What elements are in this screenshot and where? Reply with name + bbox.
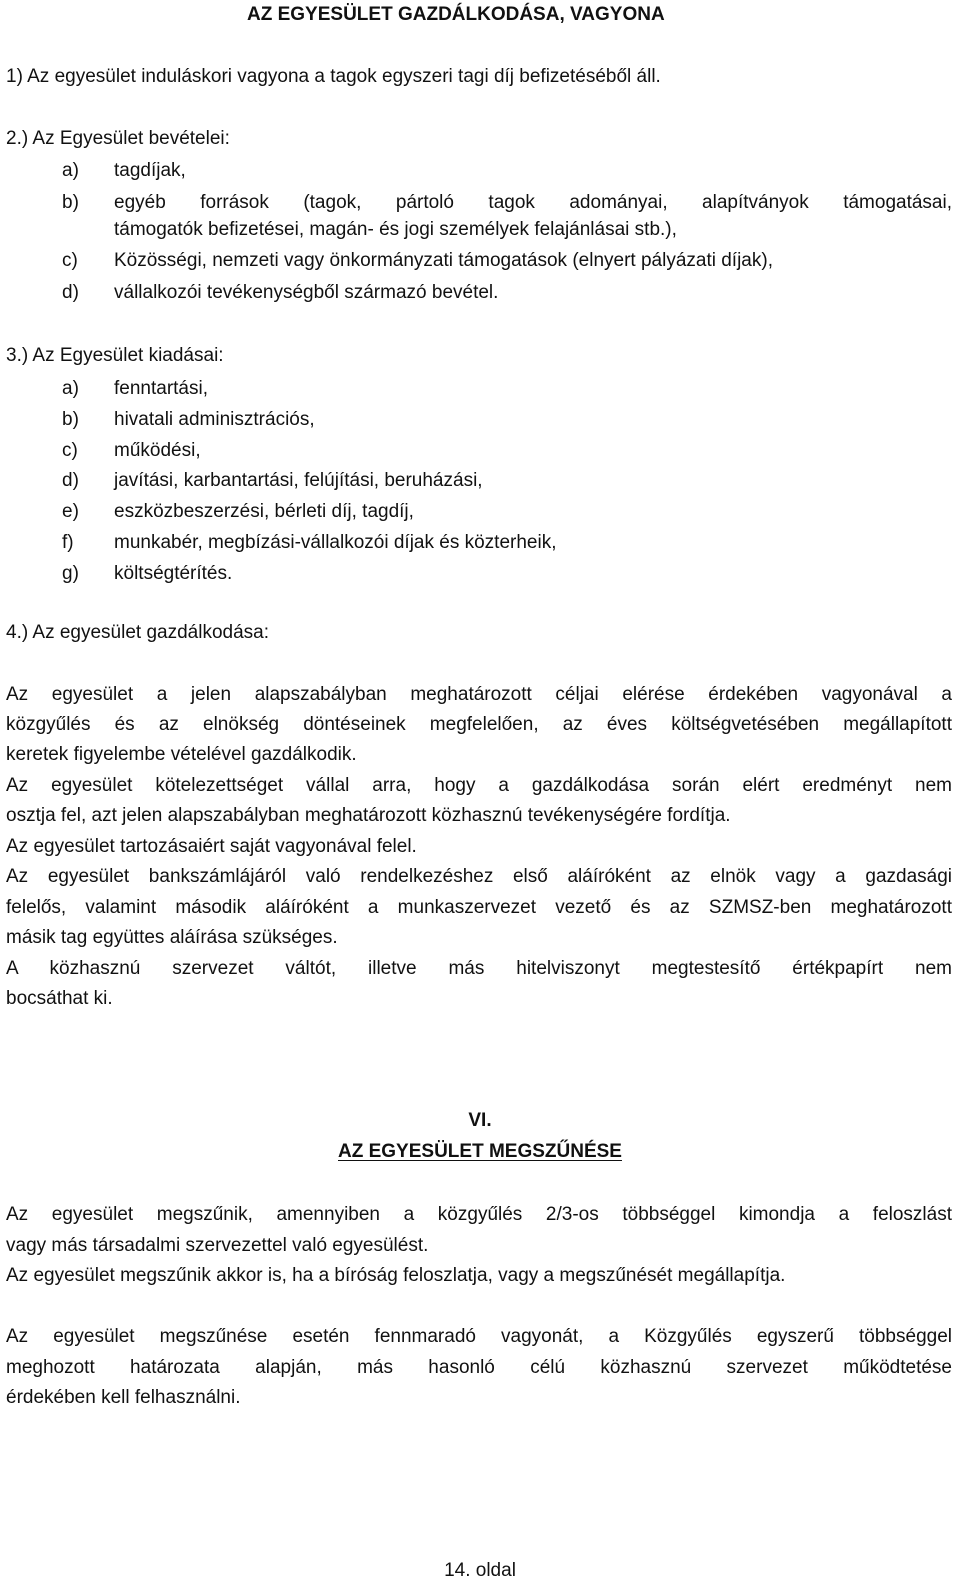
s2-item-c-label: c) — [62, 250, 78, 271]
chapter-line-2: vagy más társadalmi szervezettel való egyesülést. — [6, 1235, 429, 1256]
s3-item-a-label: a) — [62, 378, 79, 399]
s4-line-10: A közhasznú szervezet váltót, illetve más hitelviszonyt megtestesítő értékpapírt nem — [6, 958, 952, 979]
paragraph-1: 1) Az egyesület induláskori vagyona a tagok egyszeri tagi díj befizetéséből áll. — [6, 66, 661, 87]
chapter-line-6: érdekében kell felhasználni. — [6, 1387, 241, 1408]
s2-item-a-label: a) — [62, 160, 79, 181]
s3-item-d-text: javítási, karbantartási, felújítási, beruházási, — [114, 470, 483, 491]
s3-item-d-label: d) — [62, 470, 79, 491]
s3-item-e-label: e) — [62, 501, 79, 522]
chapter-title-text: AZ EGYESÜLET MEGSZŰNÉSE — [338, 1141, 622, 1162]
s3-item-b-label: b) — [62, 409, 79, 430]
chapter-line-3: Az egyesület megszűnik akkor is, ha a bíróság feloszlatja, vagy a megszűnését megállapítja. — [6, 1265, 786, 1286]
s2-item-d-label: d) — [62, 282, 79, 303]
s4-line-8: felelős, valamint második aláíróként a munkaszervezet vezető és az SZMSZ-ben meghatározott — [6, 897, 952, 918]
s3-item-c-label: c) — [62, 440, 78, 461]
s3-item-b-text: hivatali adminisztrációs, — [114, 409, 315, 430]
s2-item-a-text: tagdíjak, — [114, 160, 186, 181]
s3-item-c-text: működési, — [114, 440, 201, 461]
s4-line-1: Az egyesület a jelen alapszabályban meghatározott céljai elérése érdekében vagyonával a — [6, 684, 952, 705]
s3-item-a-text: fenntartási, — [114, 378, 208, 399]
s4-line-9: másik tag együttes aláírása szükséges. — [6, 927, 338, 948]
s2-item-b-text-1: egyéb források (tagok, pártoló tagok adományai, alapítványok támogatásai, — [114, 192, 952, 213]
s4-line-7: Az egyesület bankszámlájáról való rendelkezéshez első aláíróként az elnök vagy a gazdasági — [6, 866, 952, 887]
s4-line-2: közgyűlés és az elnökség döntéseinek megfelelően, az éves költségvetésében megállapított — [6, 714, 952, 735]
chapter-number: VI. — [468, 1110, 492, 1131]
s3-item-f-text: munkabér, megbízási-vállalkozói díjak és közterheik, — [114, 532, 557, 553]
chapter-line-1: Az egyesület megszűnik, amennyiben a közgyűlés 2/3-os többséggel kimondja a feloszlást — [6, 1204, 952, 1225]
page-number: 14. oldal — [444, 1560, 516, 1581]
s3-item-g-label: g) — [62, 563, 79, 584]
s3-item-e-text: eszközbeszerzési, bérleti díj, tagdíj, — [114, 501, 414, 522]
section-title: AZ EGYESÜLET GAZDÁLKODÁSA, VAGYONA — [247, 4, 665, 25]
s2-item-b-label: b) — [62, 192, 79, 213]
s4-line-4: Az egyesület kötelezettséget vállal arra, hogy a gazdálkodása során elért eredményt nem — [6, 775, 952, 796]
chapter-line-5: meghozott határozata alapján, más hasonló célú közhasznú szervezet működtetése — [6, 1357, 952, 1378]
chapter-title — [0, 1139, 960, 1165]
s4-line-3: keretek figyelembe vételével gazdálkodik. — [6, 744, 357, 765]
section-2-heading: 2.) Az Egyesület bevételei: — [6, 128, 230, 149]
chapter-line-4: Az egyesület megszűnése esetén fennmaradó vagyonát, a Közgyűlés egyszerű többséggel — [6, 1326, 952, 1347]
s4-line-6: Az egyesület tartozásaiért saját vagyonával felel. — [6, 836, 417, 857]
s3-item-f-label: f) — [62, 532, 74, 553]
section-3-heading: 3.) Az Egyesület kiadásai: — [6, 345, 224, 366]
s2-item-b-text-2: támogatók befizetései, magán- és jogi személyek felajánlásai stb.), — [114, 219, 677, 240]
s3-item-g-text: költségtérítés. — [114, 563, 233, 584]
section-4-heading: 4.) Az egyesület gazdálkodása: — [6, 622, 270, 643]
s2-item-d-text: vállalkozói tevékenységből származó bevétel. — [114, 282, 499, 303]
s4-line-5: osztja fel, azt jelen alapszabályban meghatározott közhasznú tevékenységére fordítja. — [6, 805, 731, 826]
s4-line-11: bocsáthat ki. — [6, 988, 113, 1009]
s2-item-c-text: Közösségi, nemzeti vagy önkormányzati támogatások (elnyert pályázati díjak), — [114, 250, 773, 271]
